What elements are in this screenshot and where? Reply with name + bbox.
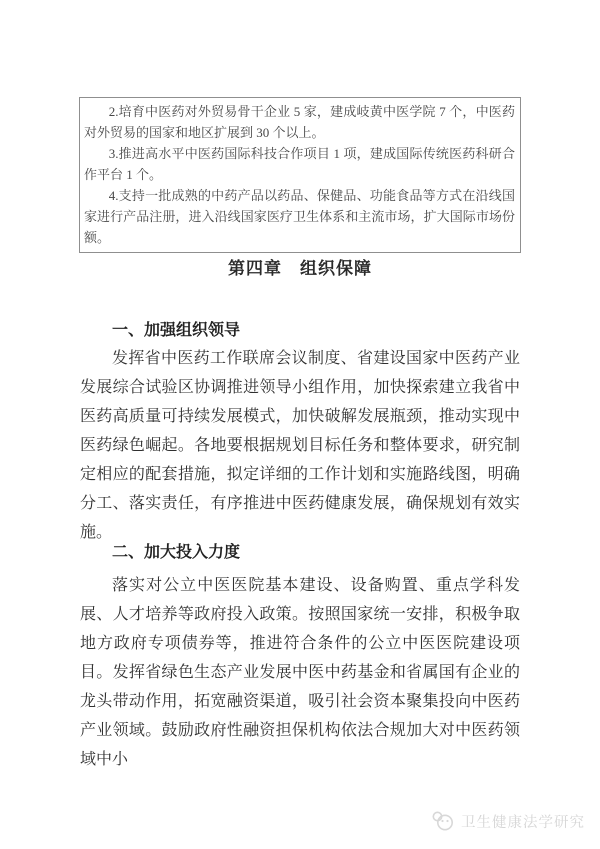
box-item-2: 2.培育中医药对外贸易骨干企业 5 家，建成岐黄中医学院 7 个，中医药对外贸易的国家和地区扩展到 30 个以上。	[84, 104, 515, 140]
watermark-label: 卫生健康法学研究	[461, 814, 585, 831]
publisher-watermark	[430, 810, 585, 832]
panda-face-icon	[430, 810, 456, 832]
box-item-3: 3.推进高水平中医药国际科技合作项目 1 项，建成国际传统医药科研合作平台 1 个。	[84, 146, 515, 182]
numbered-items-box	[79, 97, 521, 253]
chapter-title: 第四章 组织保障	[228, 259, 372, 278]
section-heading-2: 二、加大投入力度	[112, 544, 241, 561]
section-heading-1: 一、加强组织领导	[112, 322, 241, 339]
box-item-4: 4.支持一批成熟的中药产品以药品、保健品、功能食品等方式在沿线国家进行产品注册，进入沿线国家医疗卫生体系和主流市场，扩大国际市场份额。	[84, 188, 515, 245]
section-paragraph-1: 发挥省中医药工作联席会议制度、省建设国家中医药产业发展综合试验区协调推进领导小组作用，加快探索建立我省中医药高质量可持续发展模式，加快破解发展瓶颈，推动实现中医药绿色崛起。各地要根据规划目标任务和整体要求，研究制定相应的配套措施，拟定详细的工作计划和实施路线图，明确分工、落实责任，有序推进中医药健康发展，确保规划有效实施。	[80, 350, 520, 541]
section-paragraph-2: 落实对公立中医医院基本建设、设备购置、重点学科发展、人才培养等政府投入政策。按照国家统一安排，积极争取地方政府专项债券等，推进符合条件的公立中医医院建设项目。发挥省绿色生态产业发展中医中药基金和省属国有企业的龙头带动作用，拓宽融资渠道，吸引社会资本聚集投向中医药产业领域。鼓励政府性融资担保机构依法合规加大对中医药领域中小	[80, 577, 520, 768]
